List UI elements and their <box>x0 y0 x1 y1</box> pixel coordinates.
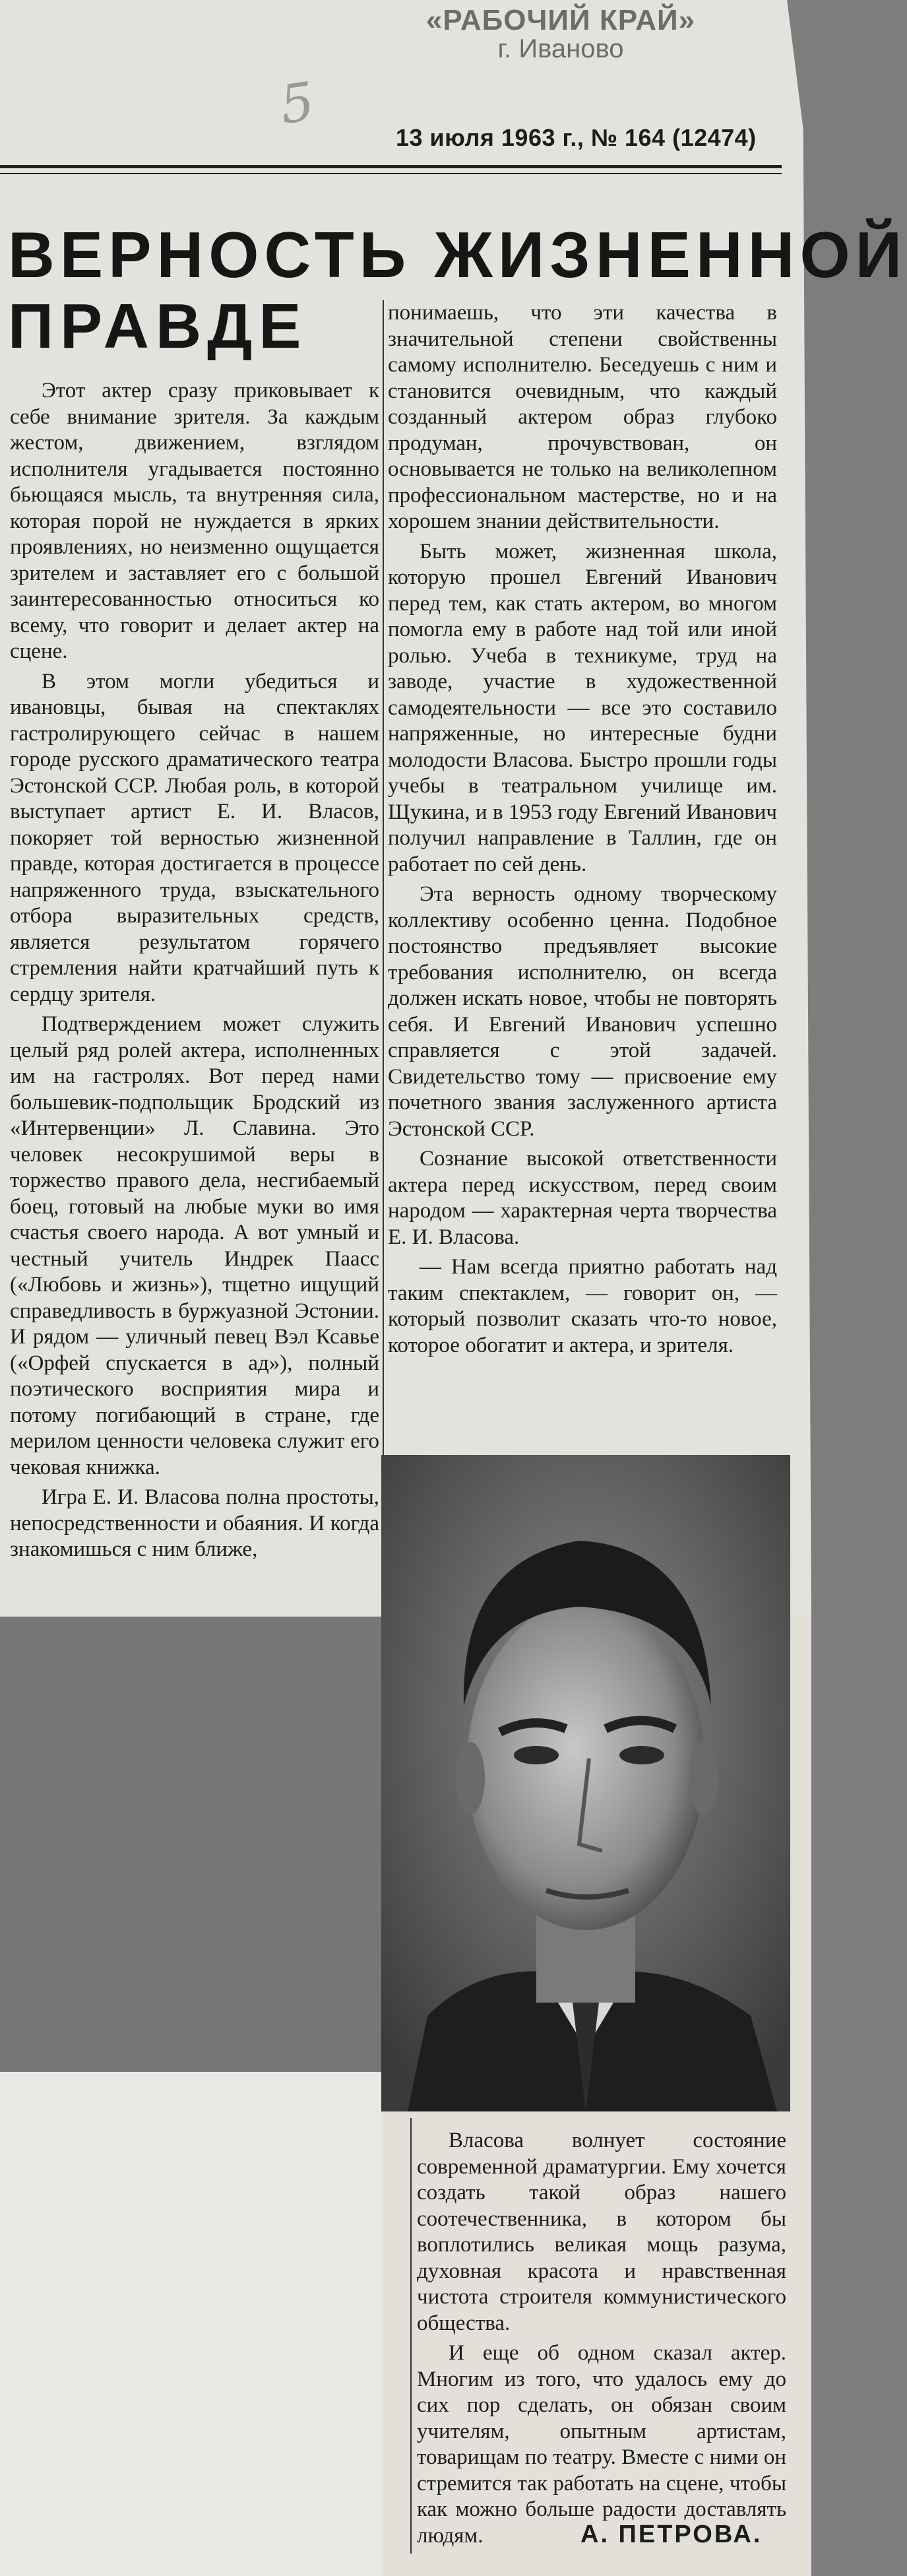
column-divider-lower <box>410 2118 412 2554</box>
article-column-a <box>10 378 379 1563</box>
column-divider <box>383 300 384 1607</box>
article-column-b <box>388 300 777 1359</box>
paragraph: понимаешь, что эти качества в значительной степени свойственны самому исполнителю. Беседуешь с ним и становится очевидным, что каждый созданный актером образ глубоко продуман, прочувствован, он основывается не только на великолепном профессиональном мастерстве, но и на хорошем знании действительности. <box>388 301 777 533</box>
paper-name: «РАБОЧИЙ КРАЙ» <box>425 4 696 36</box>
paragraph: Игра Е. И. Власова полна простоты, непосредственности и обаяния. И когда знакомишься с ним ближе, <box>10 1485 379 1561</box>
paragraph: Подтверждением может служить целый ряд ролей актера, исполненных им на гастролях. Вот перед нами большевик-подпольщик Бродский из «Интервенции» Л. Славина. Это человек несокрушимой веры в торжество правого дела, несгибаемый боец, готовый на любые муки во имя счастья своего народа. А вот умный и честный учитель Индрек Паасс («Любовь и жизнь»), тщетно ищущий справедливость в буржуазной Эстонии. И рядом — уличный певец Вэл Ксавье («Орфей спускается в ад»), полный поэтического восприятия мира и потому погибающий в стране, где мерилом ценности человека служит его чековая книжка. <box>10 1012 379 1479</box>
issue-dateline: 13 июля 1963 г., № 164 (12474) <box>396 124 757 151</box>
masthead-stamp <box>422 4 699 64</box>
paragraph: — Нам всегда приятно работать над таким спектаклем, — говорит он, — который позволит сказать что-то новое, которое обогатит и актера, и зрителя. <box>388 1255 777 1357</box>
paragraph: Власова волнует состояние современной драматургии. Ему хочется создать такой образ нашего соотечественника, в котором бы воплотились великая мощь разума, духовная красота и нравственная чистота строителя коммунистического общества. <box>417 2129 786 2335</box>
paragraph: Эта верность одному творческому коллективу особенно ценна. Подобное постоянство предъявляет высокие требования исполнителю, он всегда должен искать новое, чтобы не повторять себя. И Евгений Иванович успешно справляется с этой задачей. Свидетельство тому — присвоение ему почетного звания заслуженного артиста Эстонской ССР. <box>388 882 777 1141</box>
headline-line-2: ПРАВДЕ <box>8 291 308 362</box>
paragraph: В этом могли убедиться и ивановцы, бывая на спектаклях гастролирующего сейчас в нашем городе русского драматического театра Эстонской ССР. Любая роль, в которой выступает артист Е. И. Власов, покоряет той верностью жизненной правде, которая достигается в процессе напряженного труда, взыскательного отбора выразительных средств, является результатом горячего стремления найти кратчайший путь к сердцу зрителя. <box>10 669 379 1006</box>
paragraph: Быть может, жизненная школа, которую прошел Евгений Иванович перед тем, как стать актером, во многом помогла ему в работе над той или иной ролью. Учеба в техникуме, труд на заводе, участие в художественной самодеятельности — все это составило напряженные, но интересные будни молодости Власова. Быстро прошли годы учебы в театральном училище им. Щукина, и в 1953 году Евгений Иванович получил направление в Таллин, где он работает по сей день. <box>388 539 777 876</box>
paragraph: И еще об одном сказал актер. Многим из того, что удалось ему до сих пор сделать, он обязан своим учителям, опытным артистам, товарищам по театру. Вместе с ними он стремится так работать на сцене, чтобы как можно больше радости доставлять людям. <box>417 2341 786 2548</box>
headline-line-1: ВЕРНОСТЬ ЖИЗНЕННОЙ <box>8 218 907 291</box>
portrait-drawing <box>381 1455 790 2111</box>
top-rule-thin <box>0 173 782 174</box>
paper-city: г. Иваново <box>497 34 624 63</box>
article-column-c <box>417 2128 786 2549</box>
paragraph: Этот актер сразу приковывает к себе внимание зрителя. За каждым жестом, движением, взглядом исполнителя угадывается постоянно бьющаяся мысль, та внутренняя сила, которая порой не нуждается в ярких проявлениях, но неизменно ощущается зрителем и заставляет его с большой заинтересованностью относиться ко всему, что говорит и делает актер на сцене. <box>10 379 379 663</box>
actor-portrait-photo <box>381 1455 790 2111</box>
top-rule-thick <box>0 165 782 168</box>
pencil-note: 5 <box>276 70 319 137</box>
author-signature: А. ПЕТРОВА. <box>580 2521 763 2548</box>
dark-backing <box>0 1617 381 2072</box>
paragraph: Сознание высокой ответственности актера перед искусством, перед своим народом — характерная черта творчества Е. И. Власова. <box>388 1147 777 1249</box>
